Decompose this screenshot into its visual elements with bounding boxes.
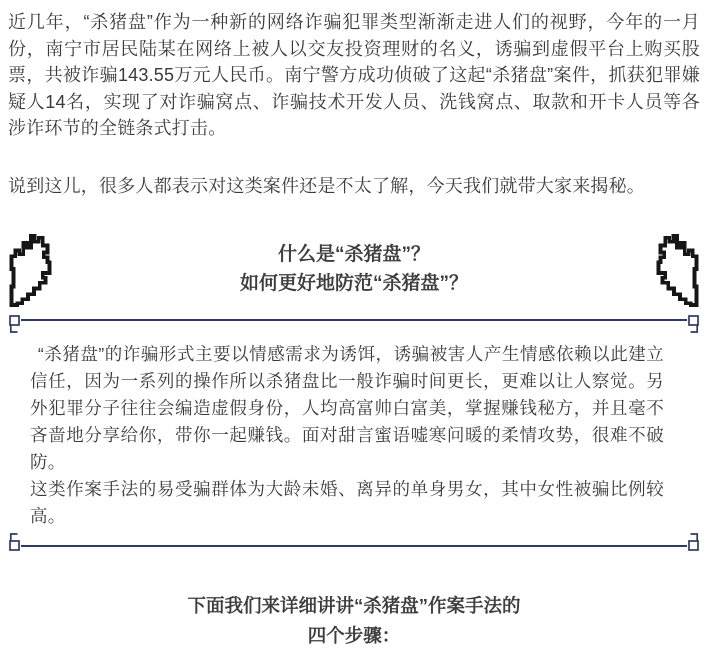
greek-key-corner-icon [8,528,24,552]
greek-key-corner-icon [8,314,24,338]
info-box-paragraph-1: “杀猪盘”的诈骗形式主要以情感需求为诱饵，诱骗被害人产生情感依赖以此建立信任，因为一系列的操作所以杀猪盘比一般诈骗时间更长，更难以让人察觉。另外犯罪分子往往会编造虚假身份，人均高富帅白富美，掌握赚钱秘方，并且毫不吝啬地分享给你，带你一起赚钱。面对甜言蜜语嘘寒问暖的柔情攻势，很难不破防。 [30,344,664,472]
frame-top-border [21,319,687,321]
intro-paragraph-2: 说到这儿，很多人都表示对这类案件还是不太了解，今天我们就带大家来揭秘。 [8,175,645,196]
info-box [8,314,700,552]
section-heading-row [8,228,700,310]
intro-paragraph-1: 近几年，“杀猪盘”作为一种新的网络诈骗犯罪类型渐渐走进人们的视野，今年的一月份，南宁市居民陆某在网络上被人以交友投资理财的名义，诱骗到虚假平台上购买股票，共被诈骗143.55万元人民币。南宁警方成功侦破了这起“杀猪盘”案件，抓获犯罪嫌疑人14名，实现了对诈骗窝点、诈骗技术开发人员、洗钱窝点、取款和开卡人员等各涉诈环节的全链条式打击。 [8,12,700,138]
greek-key-corner-icon [684,528,700,552]
section-heading [52,240,656,298]
greek-key-corner-icon [684,314,700,338]
footer-heading-line1: 下面我们来详细讲讲“杀猪盘”作案手法的 [187,595,521,616]
section-heading-line2: 如何更好地防范“杀猪盘”？ [239,273,468,294]
footer-heading [8,591,700,651]
frame-bottom-border [21,545,687,547]
section-heading-line1: 什么是“杀猪盘”？ [277,244,430,265]
info-box-paragraph-2: 这类作案手法的易受骗群体为大龄未婚、离异的单身男女，其中女性被骗比例较高。 [30,479,664,526]
pixel-cursor-left-icon [8,230,52,308]
pixel-cursor-right-icon [656,230,700,308]
footer-heading-line2: 四个步骤： [307,625,401,646]
